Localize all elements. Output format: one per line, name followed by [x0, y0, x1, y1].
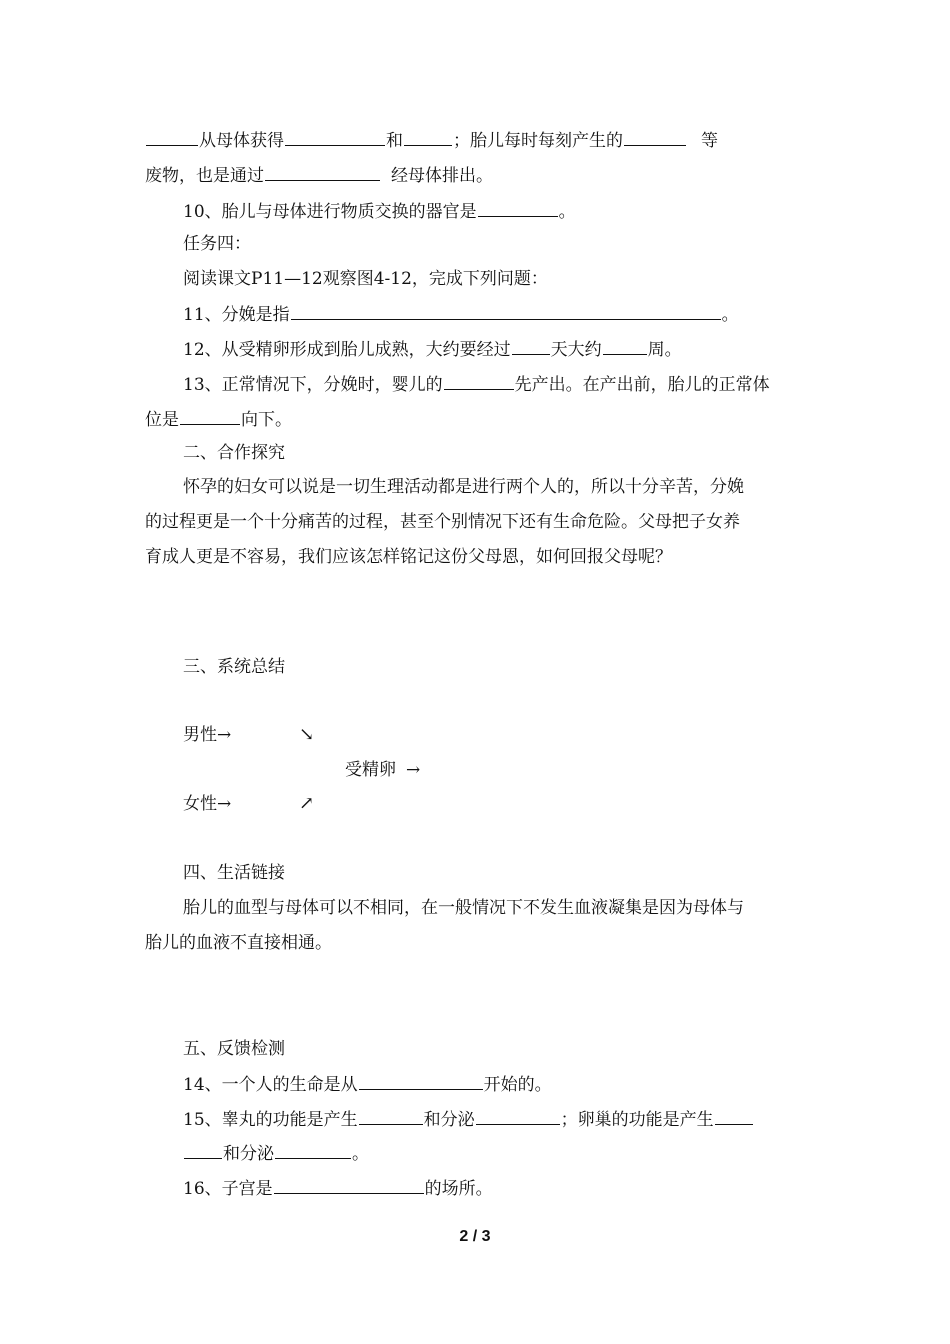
text: 废物，也是通过 [145, 166, 264, 186]
task-heading: 任务四： [183, 234, 251, 254]
text: 位是 [145, 410, 179, 430]
blank [274, 1176, 424, 1194]
blank [512, 337, 550, 355]
blank [265, 163, 380, 181]
text: 周。 [647, 340, 682, 360]
text: 11、分娩是指 [183, 305, 290, 325]
question-12 [183, 337, 682, 361]
blank [180, 407, 240, 425]
text: 14、一个人的生命是从 [183, 1075, 358, 1095]
text: ；胎儿每时每刻产生的 [453, 131, 623, 151]
text: 经母体排出。 [391, 166, 493, 186]
text: 开始的。 [483, 1075, 552, 1095]
arrow-right-icon: → [406, 760, 421, 780]
paragraph-line: 育成人更是不容易，我们应该怎样铭记这份父母恩，如何回报父母呢？ [145, 547, 672, 567]
text: 16、子宫是 [183, 1179, 273, 1199]
text: 向下。 [241, 410, 292, 430]
question-14 [183, 1072, 552, 1096]
paragraph-line: 胎儿的血液不直接相通。 [145, 933, 332, 953]
diagram-zygote [345, 759, 420, 781]
question-13-cont [145, 407, 292, 431]
question-15-cont [183, 1141, 369, 1165]
text: 。 [352, 1144, 369, 1164]
question-13 [183, 372, 770, 396]
paragraph-line: 怀孕的妇女可以说是一切生理活动都是进行两个人的，所以十分辛苦，分娩 [183, 477, 744, 497]
blank [624, 128, 686, 146]
text: 先产出。在产出前，胎儿的正常体 [514, 375, 770, 395]
text: ；卵巢的功能是产生 [560, 1110, 714, 1130]
question-15 [183, 1107, 754, 1131]
text: 等 [701, 131, 718, 151]
text: 13、正常情况下，分娩时，婴儿的 [183, 375, 443, 395]
text: 10、胎儿与母体进行物质交换的器官是 [183, 202, 477, 222]
blank [285, 128, 385, 146]
blank [404, 128, 452, 146]
blank [444, 372, 514, 390]
blank [291, 302, 721, 320]
section-heading: 五、反馈检测 [183, 1039, 285, 1059]
question-11 [183, 302, 739, 326]
blank [715, 1107, 753, 1125]
text: 。 [721, 305, 739, 325]
page-number: 2 / 3 [459, 1228, 491, 1245]
question-16 [183, 1176, 493, 1200]
text: 和 [386, 131, 403, 151]
blank [184, 1141, 222, 1159]
text-line [145, 163, 493, 187]
section-heading: 四、生活链接 [183, 863, 285, 883]
text: 的场所。 [424, 1179, 493, 1199]
text: 天大约 [550, 340, 602, 360]
text: 。 [558, 202, 576, 222]
text: 从母体获得 [199, 131, 284, 151]
diagram-male: 男性→ [183, 725, 232, 745]
blank [478, 199, 558, 217]
blank [359, 1107, 423, 1125]
question-10 [183, 199, 576, 223]
text: 15、睾丸的功能是产生 [183, 1110, 358, 1130]
text-line [145, 128, 718, 152]
instruction: 阅读课文P11—12观察图4-12，完成下列问题： [183, 269, 548, 289]
blank [476, 1107, 560, 1125]
blank [603, 337, 647, 355]
blank [146, 128, 198, 146]
paragraph-line: 胎儿的血型与母体可以不相同，在一般情况下不发生血液凝集是因为母体与 [183, 898, 744, 918]
text: 受精卵 [345, 760, 396, 780]
text: 和分泌 [423, 1110, 475, 1130]
arrow-down-right-icon: ↘ [299, 724, 315, 745]
text: 12、从受精卵形成到胎儿成熟，大约要经过 [183, 340, 511, 360]
paragraph-line: 的过程更是一个十分痛苦的过程，甚至个别情况下还有生命危险。父母把子女养 [145, 512, 740, 532]
text: 和分泌 [223, 1144, 274, 1164]
diagram-female: 女性→ [183, 794, 232, 814]
section-heading: 三、系统总结 [183, 657, 285, 677]
section-heading: 二、合作探究 [183, 443, 285, 463]
blank [275, 1141, 351, 1159]
arrow-up-right-icon: ↗ [299, 793, 315, 814]
blank [359, 1072, 483, 1090]
